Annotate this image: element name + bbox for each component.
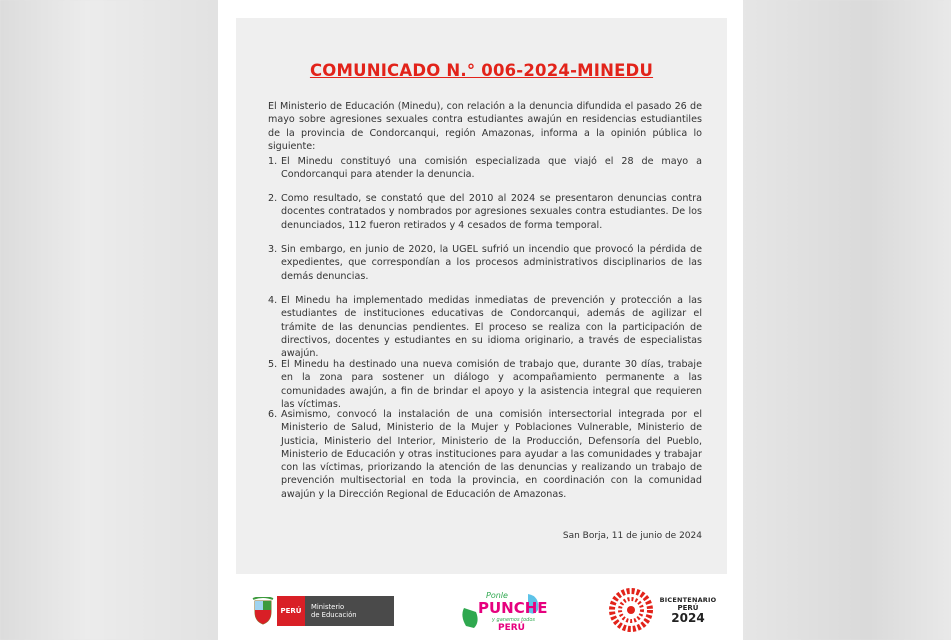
bicentenario-line-1: BICENTENARIO <box>659 596 717 604</box>
item-text: El Minedu ha implementado medidas inmediatas de prevención y protección a las estudiantes de instituciones educativas de Condorcanqui, además de agilizar el trámite de las denuncias pendientes. El proceso se realiza con la participación de directivos, docentes y estudiantes en su idioma originario, a través de especialistas awajún. <box>281 295 702 360</box>
peru-label: PERÚ <box>277 596 305 626</box>
item-number: 4. <box>268 295 278 306</box>
punche-line-1: Ponle <box>486 591 508 600</box>
item-text: El Minedu ha destinado una nueva comisión de trabajo que, durante 30 días, trabaje en la zona para sostener un diálogo y acompañamiento permanente a las comunidades awajún, a fin de brindar el apoyo y la asistencia integral que requieren las víctimas. <box>281 359 702 410</box>
coat-of-arms-icon <box>251 596 275 626</box>
item-text: Como resultado, se constató que del 2010 al 2024 se presentaron denuncias contra docentes contratados y nombrados por agresiones sexuales contra estudiantes. De los denunciados, 112 fueron retirados y 4 cesados de forma temporal. <box>281 193 702 231</box>
bicentenario-line-2: PERÚ <box>677 604 699 612</box>
item-number: 5. <box>268 359 278 370</box>
bicentenario-emblem-icon <box>607 586 655 634</box>
bicentenario-line-3: 2024 <box>671 611 705 625</box>
punche-line-2: PUNCHE <box>478 599 548 617</box>
intro-paragraph: El Ministerio de Educación (Minedu), con relación a la denuncia difundida el pasado 26 de mayo sobre agresiones sexuales contra estudiantes awajún en residencias estudiantiles de la provincia de Condorcanqui, región Amazonas, informa a la opinión pública lo siguiente: <box>268 101 702 152</box>
peru-map-icon <box>462 608 477 628</box>
punche-line-4: PERÚ <box>498 623 525 633</box>
item-number: 6. <box>268 409 278 420</box>
minedu-logo <box>251 596 394 626</box>
blurred-background-left <box>0 0 218 640</box>
punche-line-3: y ganemos todos <box>492 617 536 623</box>
ministry-line-2: de Educación <box>311 611 357 619</box>
document-date: San Borja, 11 de junio de 2024 <box>562 531 702 541</box>
ponle-punche-logo <box>458 586 548 634</box>
ministry-line-1: Ministerio <box>311 603 345 611</box>
bicentenario-text <box>657 596 719 624</box>
item-text: Asimismo, convocó la instalación de una comisión intersectorial integrada por el Ministerio de Salud, Ministerio de la Mujer y Poblaciones Vulnerable, Ministerio de Justicia, Ministerio del Interior, Ministerio de la Producción, Defensoría del Pueblo, Ministerio de Educación y otras instituciones para ayudar a las comunidades y trabajar con las víctimas, priorizando la atención de las denuncias y realizando un trabajo de prevención multisectorial en toda la provincia, en coordinación con la comunidad awajún y la Dirección Regional de Educación de Amazonas. <box>281 409 702 500</box>
item-number: 3. <box>268 244 278 255</box>
ministry-label <box>305 596 394 626</box>
item-number: 1. <box>268 156 278 167</box>
bicentenario-logo <box>607 586 717 634</box>
blurred-background-right <box>743 0 951 640</box>
item-text: El Minedu constituyó una comisión especializada que viajó el 28 de mayo a Condorcanqui para atender la denuncia. <box>281 156 702 181</box>
item-text: Sin embargo, en junio de 2020, la UGEL sufrió un incendio que provocó la pérdida de expedientes, que correspondían a los procesos administrativos disciplinarios de las demás denuncias. <box>281 244 702 282</box>
item-number: 2. <box>268 193 278 204</box>
communique-title: COMUNICADO N.° 006-2024-MINEDU <box>309 61 654 80</box>
